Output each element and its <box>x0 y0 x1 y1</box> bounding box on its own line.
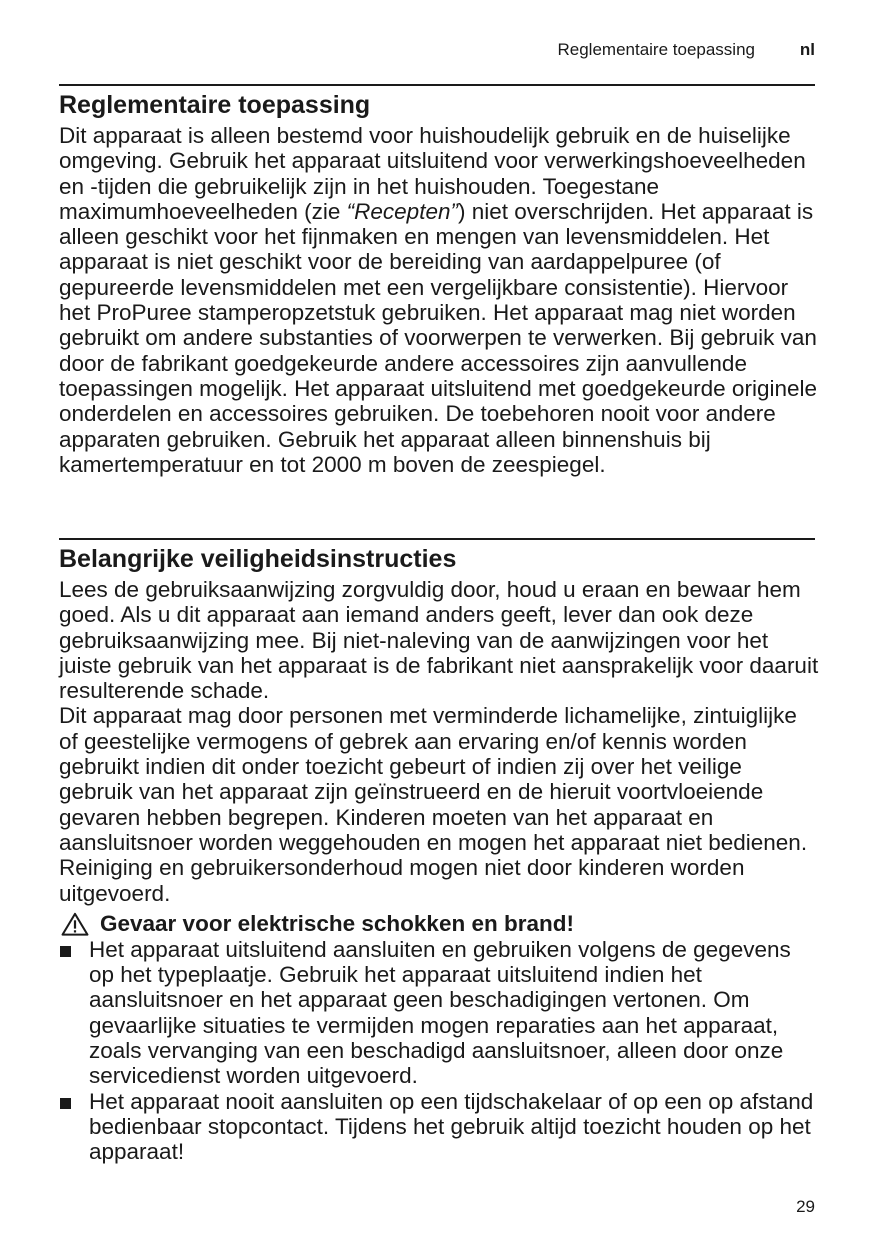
intended-use-paragraph: Dit apparaat is alleen bestemd voor huishoudelijk gebruik en de huiselijke omgeving. Gebruik het apparaat uitsluitend voor verwerkingshoeveelheden en -tijden die gebruikelijk zijn in het huishouden. Toegestane maximumhoeveelheden (zie “Recepten”) niet overschrijden. Het apparaat is alleen geschikt voor het fijnmaken en mengen van levensmiddelen. Het apparaat is niet geschikt voor de bereiding van aardappelpuree (of gepureerde levensmiddelen met een vergelijkbare consistentie). Hiervoor het ProPuree stamperopzetstuk gebruiken. Het apparaat mag niet worden gebruikt om andere substanties of voorwerpen te verwerken. Bij gebruik van door de fabrikant goedgekeurde andere accessoires zijn aanvullende toepassingen mogelijk. Het apparaat uitsluitend met goedgekeurde originele onderdelen en accessoires gebruiken. De toebehoren nooit voor andere apparaten gebruiken. Gebruik het apparaat alleen binnenshuis bij kamertemperatuur en tot 2000 m boven de zeespiegel. <box>59 123 817 477</box>
section-divider <box>59 84 815 86</box>
header-section-title: Reglementaire toepassing <box>557 40 755 59</box>
page-number: 29 <box>796 1197 815 1216</box>
section-title: Belangrijke veiligheidsinstructies <box>59 545 457 573</box>
page-header <box>59 38 815 64</box>
list-item: Het apparaat uitsluitend aansluiten en gebruiken volgens de gegevens op het typeplaatje. Gebruik het apparaat uitsluitend indien het aansluitsnoer en het apparaat geen beschadigingen vertonen. Om gevaarlijke situaties te vermijden mogen reparaties aan het apparaat, zoals vervanging van een beschadigd aansluitsnoer, alleen door onze servicedienst worden uitgevoerd. <box>59 937 821 1089</box>
bullet-square-icon <box>60 1098 71 1109</box>
section-title: Reglementaire toepassing <box>59 91 371 119</box>
warning-triangle-icon <box>60 912 90 936</box>
section-intended-use <box>59 90 821 477</box>
header-language-code: nl <box>799 40 815 59</box>
warning-block <box>59 911 821 1165</box>
warning-list <box>59 937 821 1165</box>
list-item: Het apparaat nooit aansluiten op een tijdschakelaar of op een op afstand bedienbaar stopcontact. Tijdens het gebruik altijd toezicht houden op het apparaat! <box>59 1089 821 1165</box>
bullet-square-icon <box>60 946 71 957</box>
recipes-reference: “Recepten” <box>346 198 458 224</box>
warning-title: Gevaar voor elektrische schokken en brand! <box>59 911 821 937</box>
safety-paragraph: Dit apparaat mag door personen met verminderde lichamelijke, zintuiglijke of geestelijke vermogens of gebrek aan ervaring en/of kennis worden gebruikt indien dit onder toezicht gebeurt of indien zij over het veilige gebruik van het apparaat zijn geïnstrueerd en de hieruit voortvloeiende gevaren hebben begrepen. Kinderen moeten van het apparaat en aansluitsnoer worden weggehouden en mogen het apparaat niet bedienen. Reiniging en gebruikersonderhoud mogen niet door kinderen worden uitgevoerd. <box>59 703 808 906</box>
section-safety-instructions <box>59 544 821 1165</box>
safety-paragraph: Lees de gebruiksaanwijzing zorgvuldig door, houd u eraan en bewaar hem goed. Als u dit apparaat aan iemand anders geeft, lever dan ook deze gebruiksaanwijzing mee. Bij niet-naleving van de aanwijzingen voor het juiste gebruik van het apparaat is de fabrikant niet aansprakelijk voor daaruit resulterende schade. <box>59 577 819 704</box>
section-divider <box>59 538 815 540</box>
